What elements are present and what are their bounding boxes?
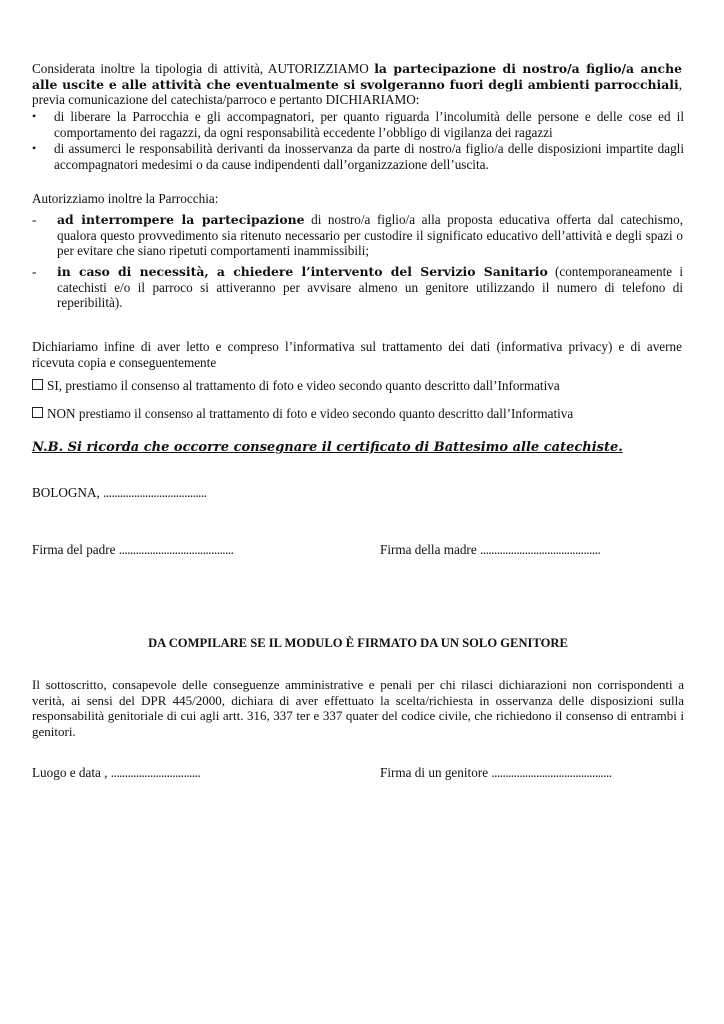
bullet-icon: • — [32, 141, 37, 155]
intro-paragraph — [32, 61, 682, 108]
consent-yes-label: SI, prestiamo il consenso al trattamento di foto e video secondo quanto descritto dall’Informativa — [47, 378, 560, 393]
authorization-bold: in caso di necessità, a chiedere l’intervento del Servizio Sanitario — [57, 264, 548, 279]
checkbox-no[interactable] — [32, 407, 43, 418]
place-date-label: BOLOGNA, — [32, 485, 104, 500]
single-parent-signature-blank[interactable]: ........................................... — [491, 765, 612, 780]
single-parent-place-date-label: Luogo e data , — [32, 765, 111, 780]
intro-lead: Considerata inoltre la tipologia di attività, AUTORIZZIAMO — [32, 61, 375, 76]
authorization-text: (contemporaneamente i catechisti e/o il parroco si attiveranno per avvisare almeno un genitore utilizzando il numero di telefono di reperibilità). — [57, 264, 684, 310]
intro-bold: la partecipazione di nostro/a figlio/a anche alle uscite e alle attività che eventualmente si svolgeranno fuori degli ambienti parrocchiali — [32, 61, 682, 92]
single-parent-heading: DA COMPILARE SE IL MODULO È FIRMATO DA UN SOLO GENITORE — [148, 636, 568, 650]
authorization-bold: ad interrompere la partecipazione — [57, 212, 305, 227]
mother-signature-blank[interactable]: ........................................... — [479, 542, 601, 557]
consent-no-label: NON prestiamo il consenso al trattamento di foto e video secondo quanto descritto dall’Informativa — [47, 406, 574, 421]
authorization-item — [32, 264, 684, 311]
mother-signature-label: Firma della madre — [380, 542, 480, 557]
privacy-statement: Dichiariamo infine di aver letto e compreso l’informativa sul trattamento dei dati (informativa privacy) e di averne ricevuta copia e conseguentemente — [32, 339, 682, 370]
single-parent-signature-field[interactable] — [380, 765, 612, 781]
single-parent-signature-label: Firma di un genitore — [380, 765, 492, 780]
authorization-item — [32, 212, 683, 259]
single-parent-place-date-blank[interactable]: ................................ — [110, 765, 201, 780]
authorization-text: di nostro/a figlio/a alla proposta educativa offerta dal catechismo, qualora questo provvedimento sia ritenuto necessario per custodire il significato educativo dell’attività e degli spazi o per evitare che siano ripetuti comportamenti inammissibili; — [57, 212, 683, 258]
single-parent-statement: Il sottoscritto, consapevole delle conseguenze amministrative e penali per chi rilasci dichiarazioni non corrispondenti a verità, ai sensi del DPR 445/2000, dichiara di aver effettuato la scelta/richiesta in osservanza delle disposizioni sulla responsabilità genitoriale di cui agli artt. 316, 337 ter e 337 quater del codice civile, che richiedono il consenso di entrambi i genitori. — [32, 677, 684, 739]
father-signature-label: Firma del padre — [32, 542, 119, 557]
nb-note: N.B. Si ricorda che occorre consegnare il certificato di Battesimo alle catechiste. — [32, 440, 623, 455]
mother-signature-field[interactable] — [380, 542, 600, 558]
authorize-intro: Autorizziamo inoltre la Parrocchia: — [32, 191, 219, 206]
place-date-field[interactable] — [32, 485, 207, 501]
dash-icon: - — [32, 212, 37, 227]
dash-icon: - — [32, 264, 37, 279]
father-signature-field[interactable] — [32, 542, 233, 558]
declaration-text: di assumerci le responsabilità derivanti da inosservanza da parte di nostro/a figlio/a delle disposizioni impartite dagli accompagnatori medesimi o da cause indipendenti dall’organizzazione dell’uscita. — [54, 141, 684, 172]
single-parent-place-date-field[interactable] — [32, 765, 200, 781]
intro-tail: , previa comunicazione del catechista/parroco e pertanto DICHIARIAMO: — [32, 76, 682, 107]
consent-option-yes[interactable] — [32, 378, 560, 394]
place-date-blank[interactable]: ..................................... — [103, 485, 207, 500]
bullet-icon: • — [32, 109, 37, 123]
checkbox-yes[interactable] — [32, 379, 43, 390]
declaration-item — [32, 141, 684, 172]
declaration-item — [32, 109, 684, 140]
father-signature-blank[interactable]: ......................................... — [118, 542, 234, 557]
consent-option-no[interactable] — [32, 406, 573, 422]
declaration-text: di liberare la Parrocchia e gli accompagnatori, per quanto riguarda l’incolumità delle persone e delle cose ed il comportamento dei ragazzi, da ogni responsabilità eccedente l’obbligo di vigilanza dei ragazzi — [54, 109, 684, 140]
